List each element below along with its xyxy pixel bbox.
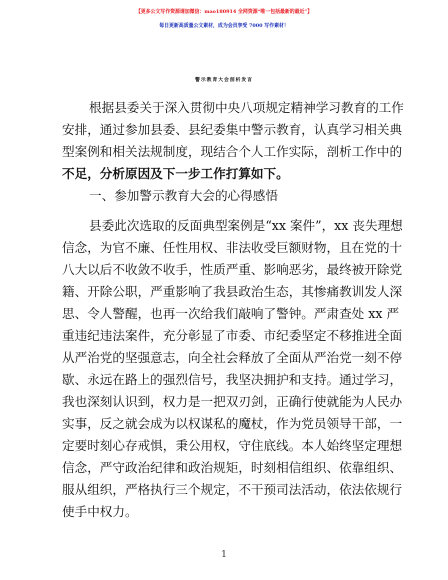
- paragraph-1-shortfalls-text: 不足: [62, 166, 88, 181]
- paragraph-2-line-3: 八大以后不收敛不收手，性质严重、影响恶劣，最终被开除党: [62, 262, 403, 277]
- promo-banner-line-2: 每日更新高质量公文素材，成为会员享受 7000 写作素材！: [159, 23, 289, 29]
- paragraph-2-line-1: 县委此次选取的反面典型案例是“xx 案件”，xx 丧失理想: [89, 218, 403, 233]
- paragraph-2-line-2: 信念，为官不廉、任性用权、非法收受巨额财物，且在党的十: [62, 240, 403, 255]
- paragraph-2-line-4: 籍、开除公职，严重影响了我县政治生态，其惨痛教训发人深: [62, 284, 403, 299]
- paragraph-2-line-6: 重违纪违法案件，充分彰显了市委、市纪委坚定不移推进全面: [62, 328, 403, 343]
- paragraph-2-line-5: 思、令人警醒，也再一次给我们敲响了警钟。严肃查处 xx 严: [62, 306, 400, 321]
- paragraph-2-line-9: 我也深刻认识到，权力是一把双刃剑，正确行使就能为人民办: [62, 394, 403, 409]
- paragraph-1-line-4: [62, 166, 289, 182]
- paragraph-1-line-2: 安排，通过参加县委、县纪委集中警示教育，认真学习相关典: [62, 122, 403, 137]
- paragraph-2-line-12: 信念，严守政治纪律和政治规矩，时刻相信组织、依靠组织、: [62, 460, 403, 475]
- paragraph-2-line-7: 从严治党的坚强意志，向全社会释放了全面从严治党一刻不停: [62, 350, 403, 365]
- paragraph-1-line-1: 根据县委关于深入贯彻中央八项规定精神学习教育的工作: [89, 100, 404, 115]
- promo-banner-line-1: 【更多公文写作资源请加微信：mao180914 全网资源“唯一包括最新的最近”】: [135, 9, 313, 15]
- paragraph-1-conclusion-text: ，分析原因及下一步工作打算如下。: [87, 166, 289, 181]
- section-heading-1: 一、参加警示教育大会的心得感悟: [89, 188, 278, 203]
- paragraph-2-line-11: 定要时刻心存戒惧，秉公用权，守住底线。本人始终坚定理想: [62, 438, 403, 453]
- page-number: 1: [221, 550, 227, 560]
- paragraph-2-line-13: 服从组织，严格执行三个规定，不干预司法活动，依法依规行: [62, 482, 403, 497]
- document-title: 警示教育大会剖析发言: [195, 78, 253, 83]
- paragraph-1-line-3: 型案例和相关法规制度，现结合个人工作实际，剖析工作中的: [62, 144, 403, 159]
- paragraph-2-line-14: 使手中权力。: [62, 504, 138, 519]
- paragraph-2-line-10: 实事，反之就会成为以权谋私的魔杖，作为党员领导干部，一: [62, 416, 403, 431]
- paragraph-2-line-8: 歇、永远在路上的强烈信号，我坚决拥护和支持。通过学习，: [62, 372, 403, 387]
